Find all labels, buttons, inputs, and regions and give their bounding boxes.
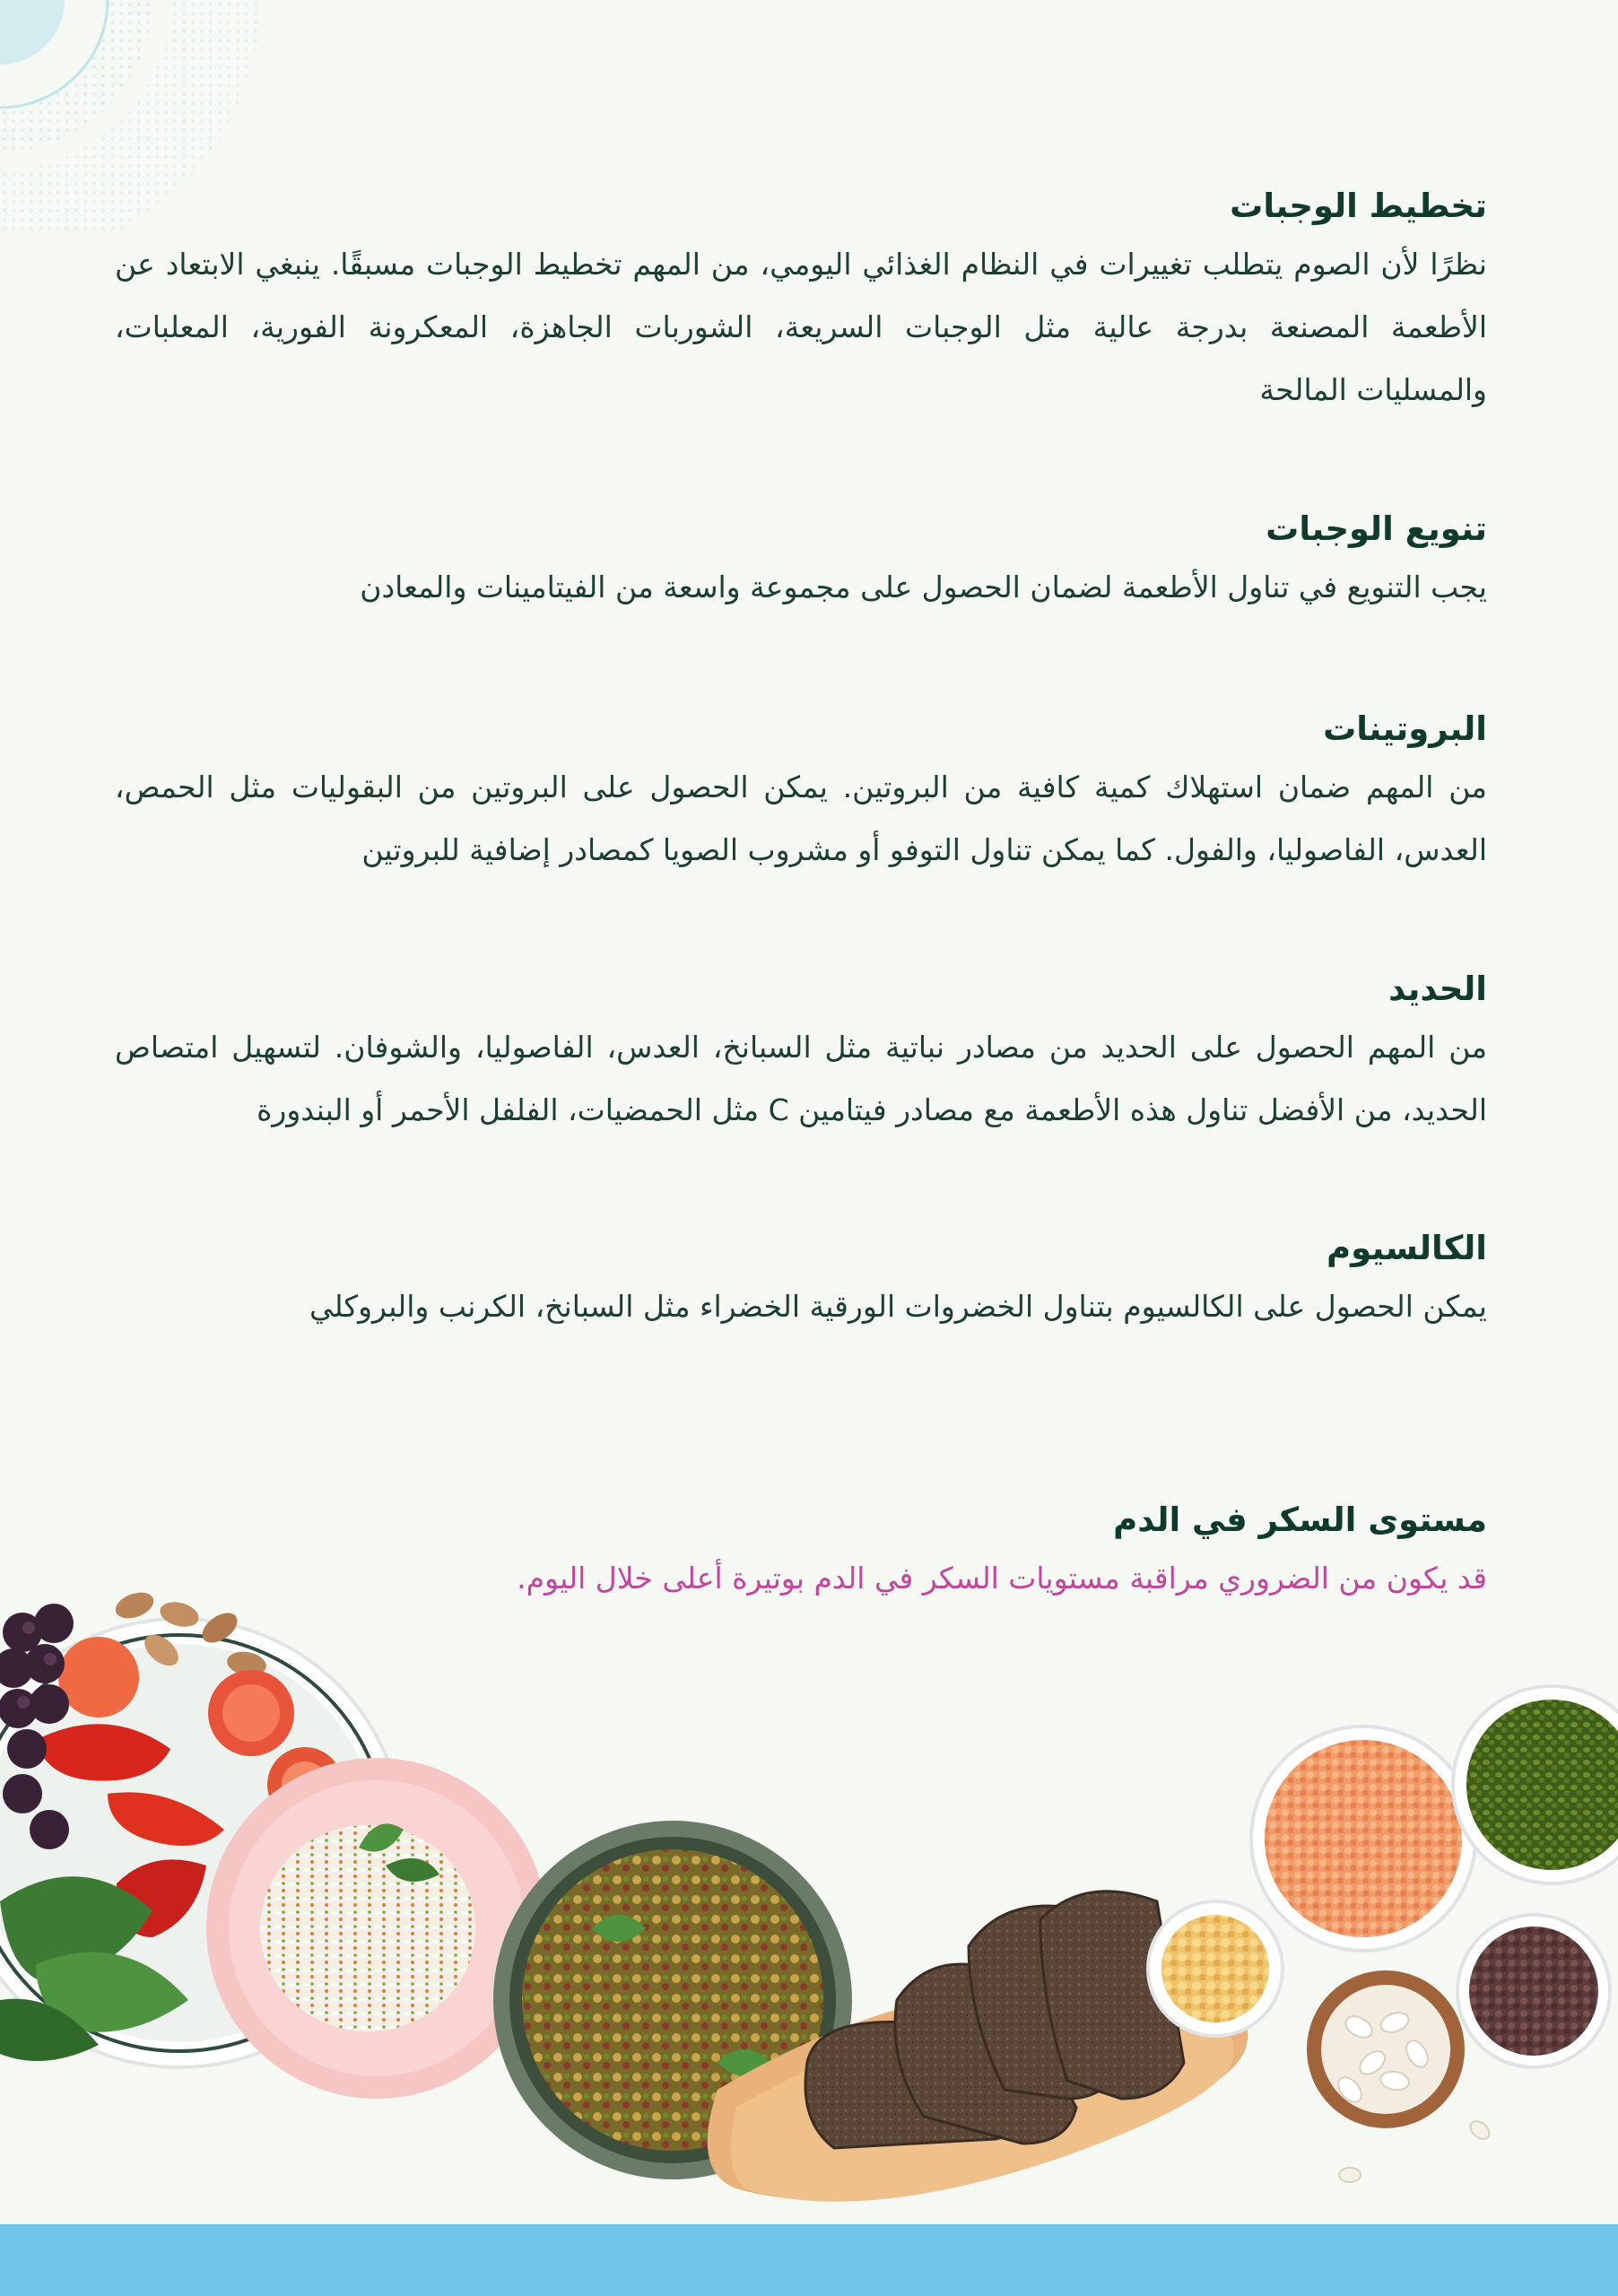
rice-plate-icon: [206, 1758, 547, 2099]
section-meal-planning: [115, 179, 1487, 422]
section-iron: [115, 962, 1487, 1142]
peas-bowl-icon: [1148, 1901, 1283, 2036]
bottom-bar: [0, 2224, 1618, 2296]
section-paragraph: من المهم الحصول على الحديد من مصادر نباتية مثل السبانخ، العدس، الفاصوليا، والشوفان. لتسهيل امتصاص الحديد، من الأفضل تناول هذه الأطعمة مع مصادر فيتامين C مثل الحمضيات، الفلفل الأحمر أو البندورة: [115, 1030, 1487, 1127]
section-heading: البروتينات: [1323, 709, 1487, 748]
section-calcium: [115, 1222, 1487, 1338]
food-illustration: [0, 1543, 1618, 2224]
section-heading: تخطيط الوجبات: [1230, 187, 1487, 225]
section-paragraph: يجب التنويع في تناول الأطعمة لضمان الحصول على مجموعة واسعة من الفيتامينات والمعادن: [360, 570, 1487, 604]
section-paragraph: يمكن الحصول على الكالسيوم بتناول الخضروات الورقية الخضراء مثل السبانخ، الكرنب والبروكلي: [309, 1289, 1487, 1324]
section-heading: الكالسيوم: [1327, 1229, 1487, 1267]
section-heading: مستوى السكر في الدم: [1113, 1500, 1487, 1539]
section-meal-variety: [115, 502, 1487, 619]
section-heading: تنويع الوجبات: [1266, 509, 1487, 548]
mung-bean-bowl-icon: [1453, 1686, 1618, 1883]
section-paragraph: من المهم ضمان استهلاك كمية كافية من البروتين. يمكن الحصول على البروتين من البقوليات مثل الحمص، العدس، الفاصوليا، والفول. كما يمكن تناول التوفو أو مشروب الصويا كمصادر إضافية للبروتين: [115, 770, 1487, 867]
red-bean-bowl-icon: [1457, 1915, 1610, 2067]
section-paragraph-highlight: قد يكون من الضروري مراقبة مستويات السكر في الدم بوتيرة أعلى خلال اليوم.: [517, 1561, 1487, 1596]
section-heading: الحديد: [1388, 970, 1487, 1008]
section-proteins: [115, 702, 1487, 882]
section-paragraph: نظرًا لأن الصوم يتطلب تغييرات في النظام الغذائي اليومي، من المهم تخطيط الوجبات مسبقًا. ينبغي الابتعاد عن الأطعمة المصنعة بدرجة عالية مثل الوجبات السريعة، الشوربات الجاهزة، المعكرونة الفورية، المعلبات، والمسليات المالحة: [115, 247, 1487, 407]
lentil-bowl-icon: [1251, 1726, 1475, 1951]
